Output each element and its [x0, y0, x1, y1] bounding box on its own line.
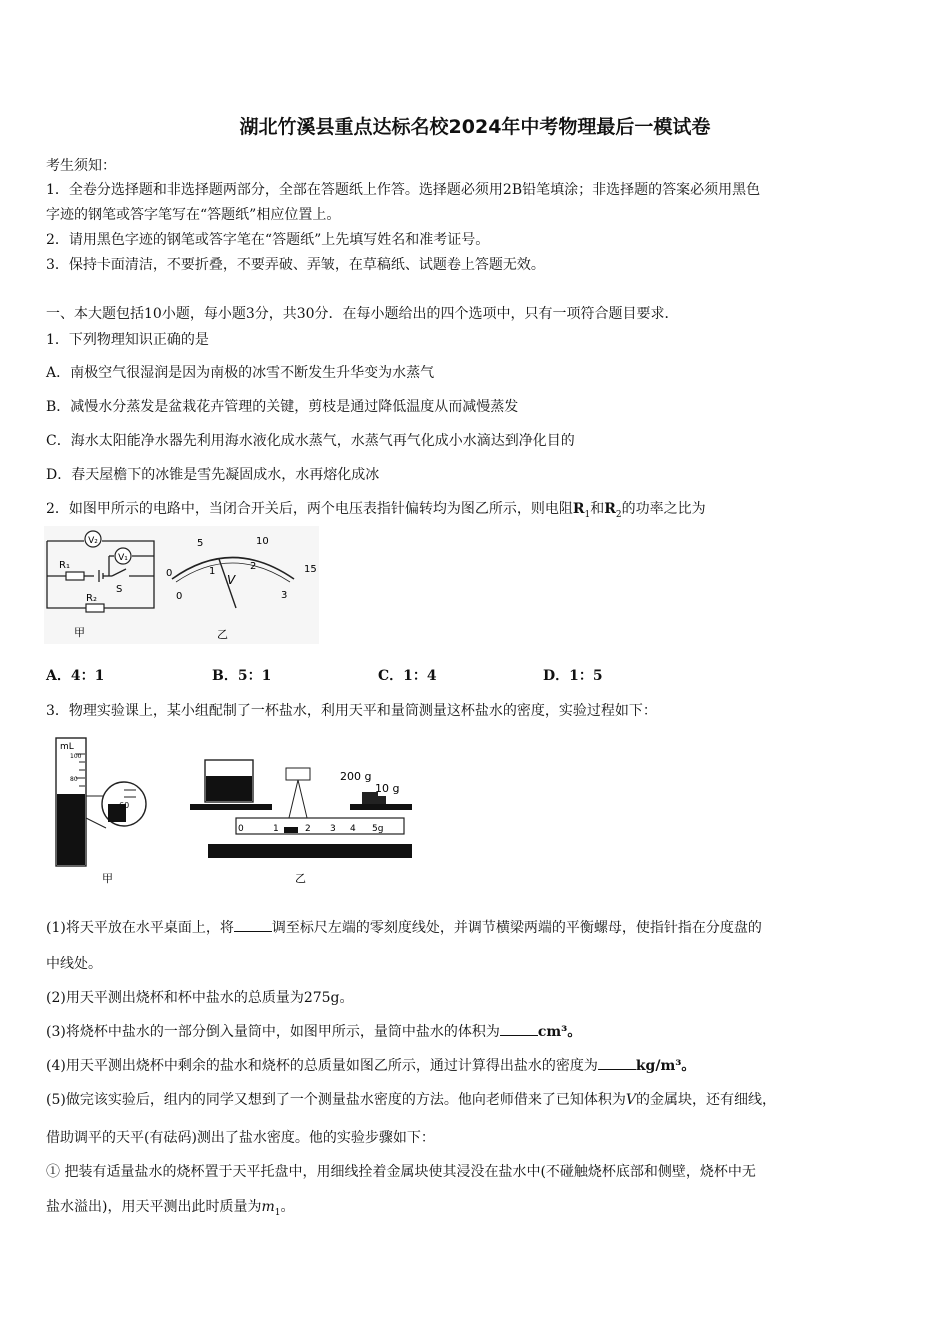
q3-part3-unit: cm³。: [537, 1024, 582, 1040]
notice-item-2: 2．请用黑色字迹的钢笔或答字笔在“答题纸”上先填写姓名和准考证号。: [46, 232, 490, 248]
notice-heading: 考生须知：: [46, 158, 116, 174]
q3-part3-pre: (3)将烧杯中盐水的一部分倒入量筒中，如图甲所示，量筒中盐水的体积为: [46, 1024, 500, 1040]
resistor-r2-symbol: [86, 604, 104, 612]
q3-part5a-text: (5)做完该实验后，组内的同学又想到了一个测量盐水密度的方法。他向老师借来了已知体积为: [46, 1092, 626, 1108]
q2-option-b: B．5：1: [212, 668, 272, 684]
q3-stem: 3．物理实验课上，某小组配制了一杯盐水，利用天平和量筒测量这杯盐水的密度，实验过程如下：: [46, 703, 657, 719]
beam-tick-0: 0: [238, 824, 244, 834]
q2-r1-sub: 1: [584, 509, 591, 520]
q3-step1b: [46, 1196, 294, 1218]
weight-label-10g: 10 g: [375, 782, 400, 795]
q3-part5a-tail: 的金属块，还有细线，: [635, 1092, 776, 1108]
balance-column: [288, 780, 308, 822]
q2-stem: [46, 498, 706, 520]
dial-top-10: 10: [256, 536, 269, 547]
fig-r1-label: R₁: [59, 560, 70, 571]
q3-step1b-pre: 盐水溢出)，用天平测出此时质量为: [46, 1199, 262, 1215]
fig-q3-caption-jia: 甲: [102, 872, 113, 885]
q3-part4: [46, 1055, 695, 1075]
dial-top-5: 5: [197, 538, 204, 549]
q2-option-a: A．4：1: [46, 668, 105, 684]
q1-option-a: A．南极空气很湿润是因为南极的冰雪不断发生升华变为水蒸气: [46, 365, 435, 381]
q1-option-c: C．海水太阳能净水器先利用海水液化成水蒸气，水蒸气再气化成小水滴达到净化目的: [46, 433, 575, 449]
dial-bottom-0: 0: [176, 591, 183, 602]
dial-bottom-3: 3: [281, 590, 288, 601]
q3-part1a-post: 调至标尺左端的零刻度线处，并调节横梁两端的平衡螺母，使指针指在分度盘的: [271, 920, 762, 936]
q3-part1a-pre: (1)将天平放在水平桌面上，将: [46, 920, 234, 936]
q3-blank-3[interactable]: [500, 1023, 538, 1036]
left-pan: [190, 804, 272, 810]
notice-item-3: 3．保持卡面清洁，不要折叠，不要弄破、弄皱，在草稿纸、试题卷上答题无效。: [46, 257, 545, 273]
page-title: 湖北竹溪县重点达标名校2024年中考物理最后一模试卷: [239, 116, 711, 138]
zoom-reading: 60: [119, 801, 130, 810]
q3-part1a: [46, 917, 762, 937]
beam-tick-5: 5g: [372, 824, 384, 834]
dial-bottom-1: 1: [209, 566, 216, 577]
fig-q3-caption-yi: 乙: [295, 872, 306, 885]
fig-v2-label: V₂: [88, 536, 98, 546]
q2-r1: R: [572, 501, 585, 517]
zoom-leader-bottom: [86, 818, 106, 828]
right-pan: [350, 804, 412, 810]
cylinder-mark-100: 100: [70, 753, 82, 760]
beaker-liquid: [206, 776, 252, 801]
dial-top-15: 15: [304, 564, 317, 575]
q3-part5a: [46, 1089, 776, 1109]
q2-and: 和: [590, 501, 605, 517]
q2-r2-sub: 2: [615, 509, 622, 520]
q2-tail: 的功率之比为: [621, 501, 706, 517]
balance-base: [208, 844, 412, 858]
cylinder-liquid: [57, 794, 85, 865]
fig-q2-caption-yi: 乙: [217, 628, 228, 641]
q2-figure-bg: [44, 526, 319, 644]
resistor-r1-symbol: [66, 572, 84, 580]
q2-option-c: C．1：4: [378, 668, 437, 684]
q3-blank-4[interactable]: [598, 1057, 636, 1070]
q3-step1b-sub: 1: [274, 1207, 281, 1218]
section-1-heading: 一、本大题包括10小题，每小题3分，共30分．在每小题给出的四个选项中，只有一项符合题目要求．: [46, 306, 679, 322]
dial-unit: V: [227, 573, 236, 587]
notice-item-1a: 1．全卷分选择题和非选择题两部分，全部在答题纸上作答。选择题必须用2B铅笔填涂；非选择题的答案必须用黑色: [46, 182, 761, 198]
q1-option-b: B．减慢水分蒸发是盆栽花卉管理的关键，剪枝是通过降低温度从而减慢蒸发: [46, 399, 519, 415]
q1-option-d: D．春天屋檐下的冰锥是雪先凝固成水，水再熔化成冰: [46, 467, 380, 483]
beam-tick-2: 2: [305, 824, 311, 834]
q3-part2: (2)用天平测出烧杯和杯中盐水的总质量为275g。: [46, 990, 354, 1006]
beam-tick-4: 4: [350, 824, 356, 834]
fig-r2-label: R₂: [86, 593, 97, 604]
weight-10g: [378, 796, 386, 804]
weight-label-200g: 200 g: [340, 770, 372, 783]
q3-step1b-tail: 。: [280, 1199, 295, 1215]
q3-step1b-m: m: [261, 1199, 275, 1215]
q3-figure: [50, 732, 412, 890]
q2-stem-text: 2．如图甲所示的电路中，当闭合开关后，两个电压表指针偏转均为图乙所示，则电阻: [46, 501, 573, 517]
fig-switch-label: S: [116, 584, 123, 595]
beam-tick-1: 1: [273, 824, 279, 834]
q3-part5a-v: V: [625, 1092, 636, 1108]
pointer-dial: [286, 768, 310, 780]
dial-top-0: 0: [166, 568, 173, 579]
beam-tick-3: 3: [330, 824, 336, 834]
q1-stem: 1．下列物理知识正确的是: [46, 332, 209, 348]
cylinder-unit: mL: [60, 742, 74, 752]
notice-item-1b: 字迹的钢笔或答字笔写在“答题纸”相应位置上。: [46, 207, 341, 223]
q3-part1b: 中线处。: [46, 956, 102, 972]
q3-part3: [46, 1021, 581, 1041]
q3-part5b: 借助调平的天平(有砝码)测出了盐水密度。他的实验步骤如下：: [46, 1130, 435, 1146]
q3-part4-unit: kg/m³。: [635, 1058, 696, 1074]
q2-figure: [44, 526, 319, 644]
fig-q2-caption-jia: 甲: [74, 626, 85, 639]
q2-option-d: D．1：5: [543, 668, 603, 684]
q3-step1a: ① 把装有适量盐水的烧杯置于天平托盘中，用细线拴着金属块使其浸没在盐水中(不碰触烧杯底部和侧壁，烧杯中无: [46, 1164, 756, 1180]
rider: [284, 827, 298, 833]
fig-v1-label: V₁: [118, 553, 128, 563]
q3-part4-pre: (4)用天平测出烧杯中剩余的盐水和烧杯的总质量如图乙所示，通过计算得出盐水的密度为: [46, 1058, 598, 1074]
q3-blank-1[interactable]: [234, 919, 272, 932]
dial-bottom-2: 2: [250, 561, 257, 572]
q2-r2: R: [604, 501, 616, 517]
cylinder-mark-80: 80: [70, 776, 78, 783]
